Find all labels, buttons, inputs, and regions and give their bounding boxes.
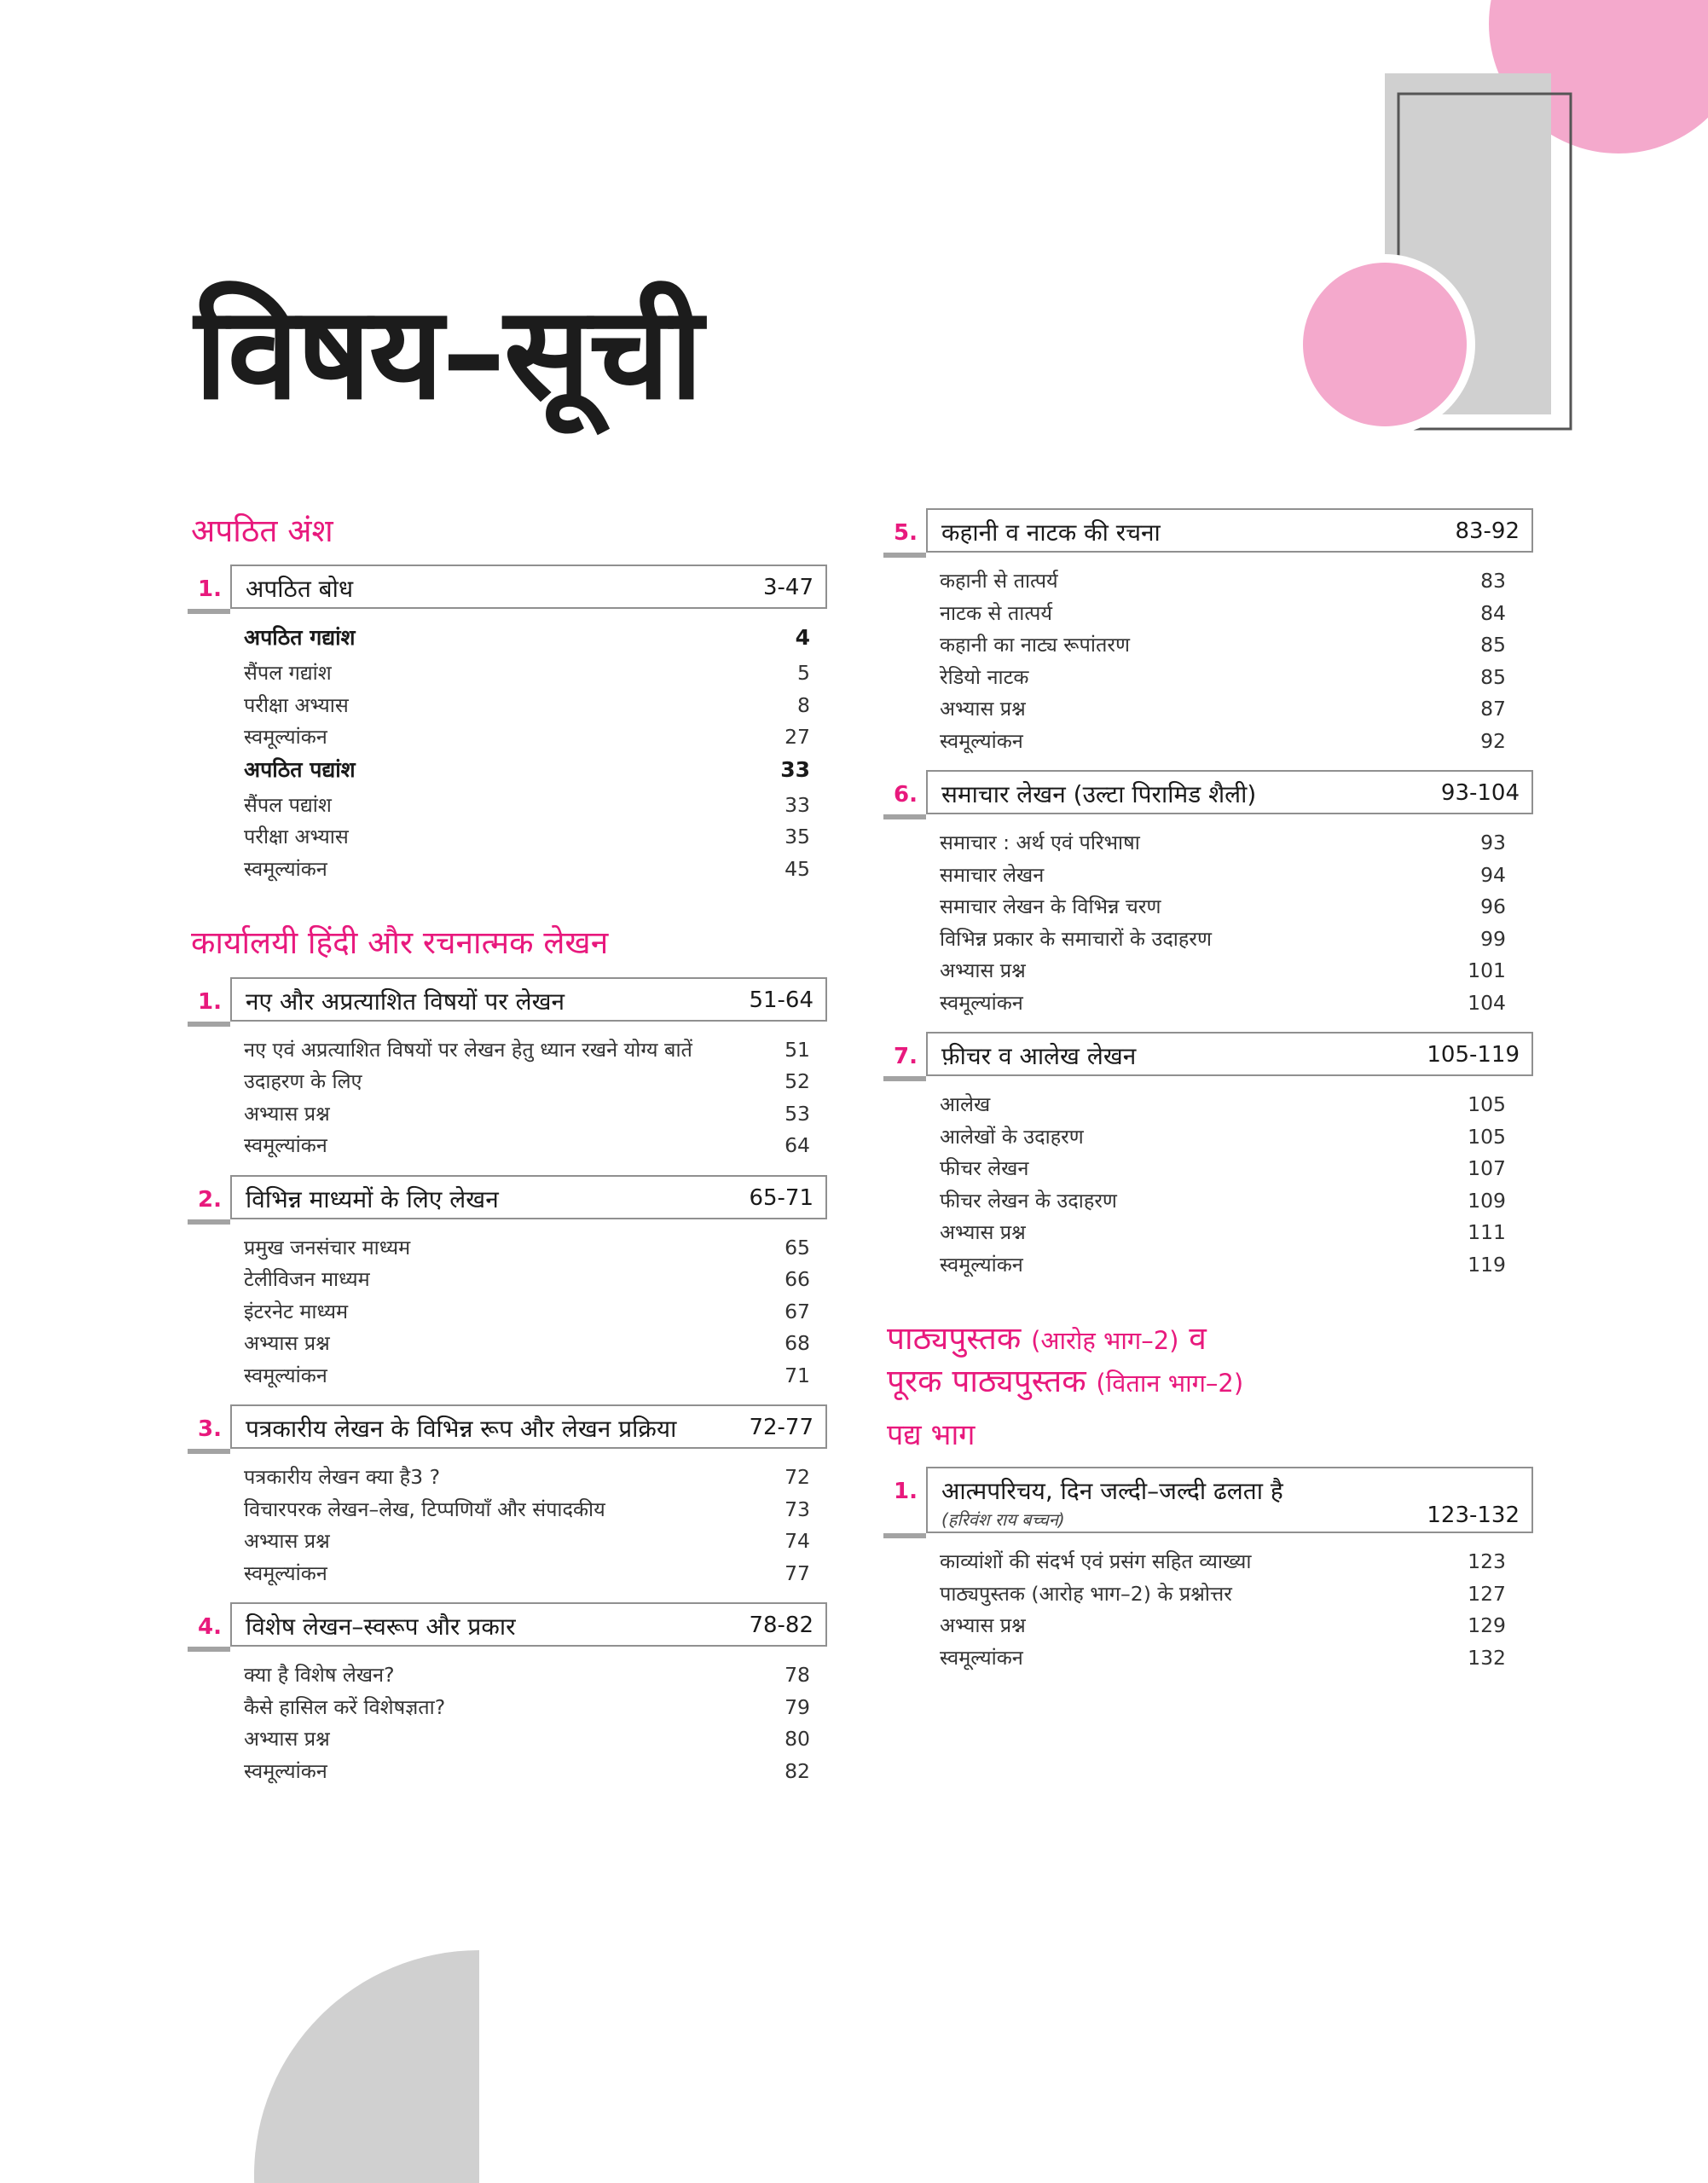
toc-item-label: सैंपल पद्यांश: [244, 792, 332, 817]
toc-item[interactable]: [244, 1361, 810, 1393]
toc-item-label: प्रमुख जनसंचार माध्यम: [244, 1235, 411, 1259]
toc-item-label: नए एवं अप्रत्याशित विषयों पर लेखन हेतु ध्यान रखने योग्य बातें: [244, 1037, 692, 1062]
toc-item-label: स्वमूल्यांकन: [244, 725, 327, 750]
toc-item-page: 78: [785, 1663, 810, 1687]
chapter-title: पत्रकारीय लेखन के विभिन्न रूप और लेखन प्रक्रिया: [246, 1415, 677, 1443]
toc-item-label: काव्यांशों की संदर्भ एवं प्रसंग सहित व्याख्या: [940, 1549, 1252, 1573]
toc-item-label: उदाहरण के लिए: [244, 1069, 362, 1093]
toc-item[interactable]: [940, 1154, 1506, 1186]
toc-item-page: 84: [1480, 600, 1506, 625]
toc-item[interactable]: [244, 1297, 810, 1329]
chapter-number: 7.: [894, 1044, 918, 1069]
chapter-pages: 105-119: [1427, 1042, 1520, 1068]
toc-item-page: 8: [797, 692, 810, 717]
chapter-number: 2.: [198, 1186, 222, 1213]
toc-item[interactable]: [244, 1067, 810, 1099]
toc-item-label: आलेख: [940, 1092, 991, 1116]
toc-item-label: स्वमूल्यांकन: [940, 1645, 1023, 1670]
chapter-title-box[interactable]: [926, 1467, 1533, 1533]
toc-item[interactable]: [244, 822, 810, 854]
chapter-title: अपठित बोध: [246, 575, 354, 604]
toc-item-label: कहानी से तात्पर्य: [940, 569, 1058, 593]
chapter-pages: 72-77: [749, 1415, 813, 1440]
toc-item[interactable]: [244, 622, 810, 658]
toc-item-page: 71: [785, 1363, 810, 1387]
toc-item-page: 64: [785, 1133, 810, 1157]
toc-item-label: इंटरनेट माध्यम: [244, 1299, 349, 1323]
textbook-name: पाठ्यपुस्तक: [887, 1320, 1022, 1357]
toc-item-page: 35: [785, 825, 810, 849]
right-column: [883, 508, 1533, 1687]
toc-item-page: 85: [1480, 633, 1506, 657]
section-heading: अपठित अंश: [191, 512, 333, 549]
toc-item-page: 107: [1468, 1156, 1506, 1180]
chapter-header[interactable]: [188, 1602, 827, 1647]
toc-item-label: फीचर लेखन के उदाहरण: [940, 1188, 1117, 1213]
toc-item-label: स्वमूल्यांकन: [940, 1252, 1023, 1277]
toc-item-page: 72: [785, 1465, 810, 1489]
chapter-title: विशेष लेखन–स्वरूप और प्रकार: [246, 1613, 516, 1641]
toc-item-page: 67: [785, 1299, 810, 1323]
toc-item-label: समाचार लेखन: [940, 862, 1045, 887]
toc-item-page: 79: [785, 1694, 810, 1719]
toc-item-page: 85: [1480, 664, 1506, 689]
chapter-number-tab: [188, 1180, 230, 1225]
textbook-heading-line1: [887, 1319, 1533, 1358]
toc-item-label: समाचार : अर्थ एवं परिभाषा: [940, 831, 1140, 854]
chapter-title-box[interactable]: [230, 1404, 827, 1449]
toc-item[interactable]: [244, 790, 810, 823]
toc-item-label: परीक्षा अभ्यास: [244, 825, 349, 849]
toc-item[interactable]: [940, 1218, 1506, 1250]
toc-item-page: 68: [785, 1331, 810, 1355]
toc-item[interactable]: [244, 1757, 810, 1789]
toc-item-page: 87: [1480, 697, 1506, 721]
toc-item-page: 105: [1468, 1092, 1506, 1116]
toc-item[interactable]: [940, 924, 1506, 957]
toc-item-page: 104: [1468, 990, 1506, 1015]
item-list: [244, 622, 810, 886]
toc-item-label: क्या है विशेष लेखन?: [244, 1663, 395, 1687]
toc-item-page: 77: [785, 1561, 810, 1585]
toc-item[interactable]: [940, 860, 1506, 893]
chapter-author: (हरिवंश राय बच्चन): [941, 1509, 1065, 1530]
toc-item[interactable]: [244, 1233, 810, 1265]
toc-item-page: 82: [785, 1758, 810, 1783]
item-list: [244, 1660, 810, 1788]
chapter-number: 3.: [198, 1416, 222, 1442]
chapter-number-tab: [188, 1607, 230, 1652]
chapter-title-box[interactable]: [926, 1032, 1533, 1076]
toc-item[interactable]: [244, 1329, 810, 1361]
toc-item-label: पत्रकारीय लेखन क्या है3 ?: [244, 1465, 441, 1489]
textbook-conjunction: व: [1189, 1320, 1207, 1357]
toc-item[interactable]: [940, 630, 1506, 663]
toc-item-page: 109: [1468, 1188, 1506, 1213]
toc-item[interactable]: [940, 663, 1506, 695]
toc-item-page: 96: [1480, 895, 1506, 918]
toc-item-page: 73: [785, 1497, 810, 1521]
toc-item-label: स्वमूल्यांकन: [940, 990, 1023, 1015]
toc-item[interactable]: [244, 1462, 810, 1495]
toc-item-page: 27: [785, 725, 810, 750]
toc-item-label: समाचार लेखन के विभिन्न चरण: [940, 895, 1161, 918]
toc-item-page: 132: [1468, 1645, 1506, 1670]
toc-item-page: 51: [785, 1037, 810, 1062]
chapter-header[interactable]: [188, 1175, 827, 1219]
chapter-pages: 83-92: [1455, 518, 1520, 544]
toc-item[interactable]: [244, 1099, 810, 1132]
toc-item-label: परीक्षा अभ्यास: [244, 692, 349, 717]
toc-item-label: स्वमूल्यांकन: [940, 728, 1023, 753]
toc-item-page: 52: [785, 1069, 810, 1093]
chapter-title-box[interactable]: [926, 508, 1533, 553]
toc-item[interactable]: [940, 892, 1506, 924]
supplementary-textbook-part: (वितान भाग–2): [1096, 1369, 1244, 1398]
toc-item[interactable]: [244, 1724, 810, 1757]
toc-item-label: पाठ्यपुस्तक (आरोह भाग–2) के प्रश्नोत्तर: [940, 1581, 1232, 1606]
chapter-title-box[interactable]: [230, 565, 827, 609]
toc-item[interactable]: [940, 956, 1506, 988]
chapter-number: 4.: [198, 1614, 222, 1640]
chapter-pages: 51-64: [749, 987, 813, 1013]
textbook-heading-line2: [887, 1362, 1533, 1401]
toc-item[interactable]: [940, 1186, 1506, 1219]
toc-item-page: 101: [1468, 958, 1506, 982]
toc-item-page: 66: [785, 1267, 810, 1291]
toc-item-label: स्वमूल्यांकन: [244, 1133, 327, 1157]
toc-item[interactable]: [244, 1265, 810, 1297]
toc-item-page: 53: [785, 1101, 810, 1126]
toc-item-page: 111: [1468, 1220, 1506, 1244]
chapter-title: विभिन्न माध्यमों के लिए लेखन: [246, 1184, 499, 1213]
toc-item-page: 74: [785, 1529, 810, 1553]
toc-item-page: 123: [1468, 1549, 1506, 1573]
chapter-number-tab: [883, 1037, 926, 1081]
chapter-header[interactable]: [883, 1467, 1533, 1533]
toc-item-label: अभ्यास प्रश्न: [244, 1529, 330, 1553]
toc-item-page: 105: [1468, 1124, 1506, 1149]
toc-item-label: रेडियो नाटक: [940, 664, 1029, 689]
toc-item[interactable]: [940, 988, 1506, 1021]
chapter-number: 5.: [894, 520, 918, 546]
toc-item[interactable]: [244, 1495, 810, 1527]
chapter-pages: 65-71: [749, 1184, 813, 1211]
chapter-title-box[interactable]: [230, 1602, 827, 1647]
toc-item-label: आलेखों के उदाहरण: [940, 1124, 1084, 1149]
toc-item[interactable]: [244, 658, 810, 691]
toc-item-label: कैसे हासिल करें विशेषज्ञता?: [244, 1694, 446, 1719]
toc-item[interactable]: [940, 1250, 1506, 1283]
toc-item[interactable]: [940, 1611, 1506, 1643]
toc-item-label: अभ्यास प्रश्न: [244, 1101, 330, 1126]
toc-item[interactable]: [940, 566, 1506, 599]
item-list: [940, 1547, 1506, 1675]
toc-item[interactable]: [940, 1643, 1506, 1676]
toc-item[interactable]: [244, 691, 810, 723]
toc-item-label: टेलीविजन माध्यम: [244, 1267, 370, 1291]
chapter-number-tab: [188, 982, 230, 1027]
toc-item-page: 93: [1480, 831, 1506, 854]
chapter-header[interactable]: [188, 565, 827, 609]
toc-item[interactable]: [244, 1559, 810, 1591]
chapter-number-tab: [883, 775, 926, 819]
chapter-pages: 123-132: [1427, 1503, 1520, 1528]
chapter-header[interactable]: [188, 977, 827, 1022]
left-column: [188, 512, 827, 1800]
item-list: [940, 828, 1506, 1020]
chapter-title-note: (उल्टा पिरामिड शैली): [1073, 780, 1257, 808]
supplementary-textbook-name: पूरक पाठ्यपुस्तक: [887, 1363, 1086, 1400]
chapter-header[interactable]: [883, 508, 1533, 553]
toc-item-label: अभ्यास प्रश्न: [244, 1727, 330, 1751]
item-list: [940, 1090, 1506, 1282]
toc-item-label: अभ्यास प्रश्न: [940, 1613, 1026, 1637]
toc-item-page: 45: [785, 856, 810, 881]
chapter-header[interactable]: [883, 1032, 1533, 1076]
toc-item-page: 65: [785, 1235, 810, 1259]
chapter-title: फ़ीचर व आलेख लेखन: [941, 1042, 1137, 1070]
chapter-number: 1.: [198, 576, 222, 603]
toc-item-page: 92: [1480, 728, 1506, 753]
chapter-header[interactable]: [883, 770, 1533, 814]
toc-item[interactable]: [244, 1660, 810, 1693]
toc-item-label: स्वमूल्यांकन: [244, 856, 327, 881]
toc-item-page: 127: [1468, 1581, 1506, 1606]
toc-item-label: अपठित गद्यांश: [244, 625, 356, 651]
toc-item-label: अपठित पद्यांश: [244, 756, 356, 782]
toc-item[interactable]: [940, 694, 1506, 727]
toc-item[interactable]: [244, 1131, 810, 1163]
item-list: [244, 1035, 810, 1163]
padya-heading: पद्य भाग: [887, 1417, 976, 1452]
toc-item-page: 83: [1480, 569, 1506, 593]
toc-item-label: स्वमूल्यांकन: [244, 1363, 327, 1387]
bottom-grey-half-circle: [254, 1950, 479, 2183]
chapter-header[interactable]: [188, 1404, 827, 1449]
toc-item[interactable]: [244, 1035, 810, 1068]
toc-item-page: 119: [1468, 1252, 1506, 1277]
toc-item-page: 94: [1480, 862, 1506, 887]
toc-item[interactable]: [244, 722, 810, 755]
toc-item-label: अभ्यास प्रश्न: [244, 1331, 330, 1355]
toc-item-label: स्वमूल्यांकन: [244, 1758, 327, 1783]
toc-item[interactable]: [244, 1526, 810, 1559]
chapter-pages: 3-47: [762, 575, 813, 601]
pink-circle: [1303, 263, 1467, 426]
chapter-title: नए और अप्रत्याशित विषयों पर लेखन: [246, 987, 565, 1016]
toc-item-label: विभिन्न प्रकार के समाचारों के उदाहरण: [940, 926, 1212, 951]
toc-item-label: विचारपरक लेखन–लेख, टिप्पणियाँ और संपादकीय: [244, 1497, 605, 1521]
chapter-title: कहानी व नाटक की रचना: [941, 518, 1161, 547]
chapter-title: आत्मपरिचय, दिन जल्दी–जल्दी ढलता है: [941, 1477, 1283, 1505]
toc-item-page: 4: [795, 625, 810, 651]
toc-item-page: 80: [785, 1727, 810, 1751]
toc-item[interactable]: [940, 599, 1506, 631]
section-heading: कार्यालयी हिंदी और रचनात्मक लेखन: [191, 924, 609, 962]
toc-item[interactable]: [940, 828, 1506, 860]
chapter-title-box[interactable]: [230, 977, 827, 1022]
toc-item-page: 33: [780, 756, 810, 782]
chapter-number: 6.: [894, 782, 918, 808]
toc-item[interactable]: [940, 727, 1506, 759]
toc-item[interactable]: [940, 1122, 1506, 1155]
chapter-number: 1.: [894, 1479, 918, 1504]
item-list: [940, 566, 1506, 758]
chapter-pages: 78-82: [749, 1613, 813, 1638]
chapter-number-tab: [883, 1472, 926, 1538]
toc-item[interactable]: [244, 854, 810, 887]
toc-item-label: अभ्यास प्रश्न: [940, 1220, 1026, 1244]
toc-item-page: 33: [785, 792, 810, 817]
toc-item-label: नाटक से तात्पर्य: [940, 600, 1052, 625]
item-list: [244, 1462, 810, 1590]
toc-item-label: स्वमूल्यांकन: [244, 1561, 327, 1585]
toc-item[interactable]: [940, 1090, 1506, 1122]
toc-item[interactable]: [940, 1547, 1506, 1579]
toc-item-label: कहानी का नाट्य रूपांतरण: [940, 633, 1130, 657]
item-list: [244, 1233, 810, 1393]
toc-item-label: अभ्यास प्रश्न: [940, 697, 1026, 721]
chapter-pages: 93-104: [1440, 780, 1520, 806]
toc-item[interactable]: [940, 1579, 1506, 1612]
chapter-number: 1.: [198, 988, 222, 1015]
chapter-title-box[interactable]: [926, 770, 1533, 814]
toc-item-label: अभ्यास प्रश्न: [940, 958, 1026, 982]
toc-item-label: सैंपल गद्यांश: [244, 661, 332, 686]
toc-item-page: 5: [797, 661, 810, 686]
toc-item[interactable]: [244, 755, 810, 790]
chapter-title-box[interactable]: [230, 1175, 827, 1219]
chapter-number-tab: [188, 570, 230, 614]
toc-item-label: फीचर लेखन: [940, 1156, 1029, 1180]
chapter-number-tab: [188, 1410, 230, 1454]
chapter-number-tab: [883, 513, 926, 558]
chapter-title: समाचार लेखन (उल्टा पिरामिड शैली): [941, 780, 1257, 808]
textbook-part: (आरोह भाग–2): [1031, 1326, 1179, 1355]
toc-item-page: 129: [1468, 1613, 1506, 1637]
toc-item[interactable]: [244, 1693, 810, 1725]
page-title: विषय–सूची: [194, 280, 702, 428]
toc-item-page: 99: [1480, 926, 1506, 951]
